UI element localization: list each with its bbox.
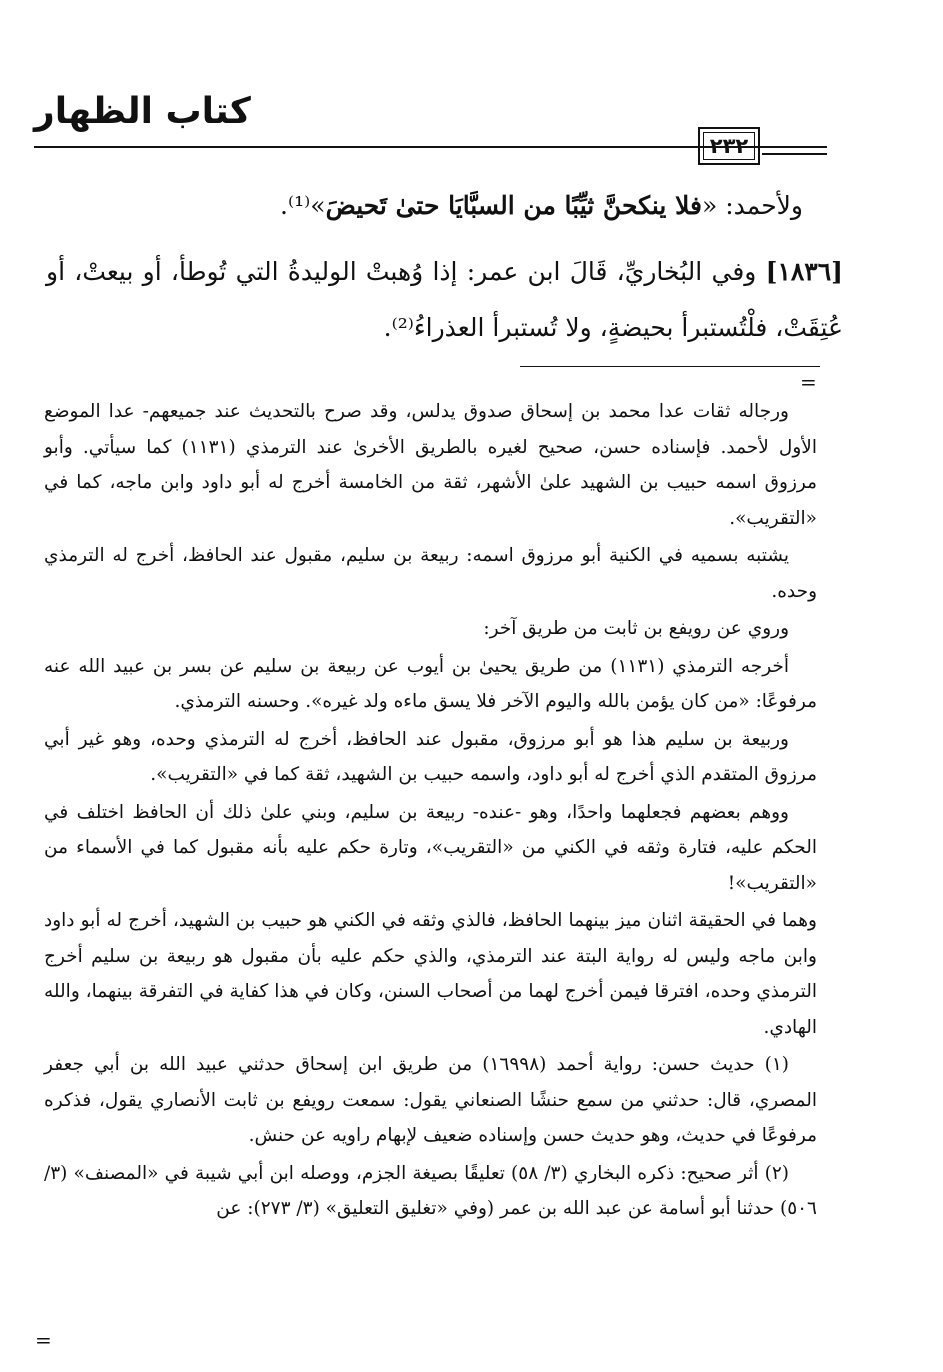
header-rule-right-double [762,153,827,155]
note-paragraph-3: وروي عن رويفع بن ثابت من طريق آخر: [483,618,789,639]
main-text [46,178,843,356]
note-paragraph-6: ووهم بعضهم فجعلهما واحدًا، وهو -عنده- ربيعة بن سليم، وبني علىٰ ذلك أن الحافظ اختلف في الحكم عليه، فتارة وثقه في الكني من «التقريب»، وتارة حكم عليه بأنه مقبول كما في الأسماء من «التقريب»! [44,801,817,894]
p2-text: وفي البُخاريِّ، قَالَ ابن عمر: إذا وُهبتْ الوليدةُ التي تُوطأ، أو بيعتْ، أو عُتِقَتْ، فلْتُستبرأ بحيضةٍ، ولا تُستبرأ العذراءُ⁽²⁾. [46,257,843,342]
footnote-2: (٢) أثر صحيح: ذكره البخاري (٣/ ٥٨) تعليقًا بصيغة الجزم، ووصله ابن أبي شيبة في «المصنف» (٣/ ٥٠٦) حدثنا أبو أسامة عن عبد الله بن عمر (وفي «تغليق التعليق» (٣/ ٢٧٣): عن [44,1162,817,1219]
continuation-mark-bottom: = [35,1328,52,1352]
note-paragraph-1: ورجاله ثقات عدا محمد بن إسحاق صدوق يدلس، وقد صرح بالتحديث عند جميعهم- عدا الموضع الأول لأحمد. فإسناده حسن، صحيح لغيره بالطريق الأخرىٰ عند الترمذي (١١٣١) كما سيأتي. وأبو مرزوق اسمه حبيب بن الشهيد علىٰ الأشهر، ثقة من الخامسة أخرج له أبو داود وابن ماجه، كما في «التقريب». [44,401,817,529]
note-paragraph-4: أخرجه الترمذي (١١٣١) من طريق يحيىٰ بن أيوب عن ربيعة بن سليم عن بسر بن عبيد الله عنه مرفوعًا: «من كان يؤمن بالله واليوم الآخر فلا يسق ماءه ولد غيره». وحسنه الترمذي. [44,655,817,712]
page-number: ٢٣٢ [709,134,749,158]
note-paragraph-5: وربيعة بن سليم هذا هو أبو مرزوق، مقبول عند الحافظ، أخرج له الترمذي وحده، وهو غير أبي مرزوق المتقدم الذي أخرج له أبو داود، واسمه حبيب بن الشهيد، ثقة كما في «التقريب». [44,728,817,785]
main-paragraph-1 [46,178,843,234]
footnote-1: (١) حديث حسن: رواية أحمد (١٦٩٩٨) من طريق ابن إسحاق حدثني عبيد الله بن أبي جعفر المصري، قال: حدثني من سمع حنشًا الصنعاني يقول: سمعت رويفع بن ثابت الأنصاري يقول، فذكره مرفوعًا في حديث، وهو حديث حسن وإسناده ضعيف لإبهام راويه عن حنش. [44,1054,817,1146]
book-title: كتاب الظهار [34,91,251,132]
footnote-rule [520,366,820,367]
hadith-number: [١٨٣٦] [765,257,843,286]
p1-quote: فلا ينكحنَّ ثيِّبًا من السبَّايَا حتىٰ تَحيضَ [325,191,702,220]
main-paragraph-2 [46,244,843,356]
page-number-box [698,127,760,165]
p1-prefix: ولأحمد: « [701,191,803,220]
p1-suffix: »⁽¹⁾. [280,191,326,220]
header-rule-right [762,146,827,148]
note-paragraph-7: وهما في الحقيقة اثنان ميز بينهما الحافظ، فالذي وثقه في الكني هو حبيب بن الشهيد، أخرج له أبو داود وابن ماجه وليس له رواية البتة عند الترمذي، والذي حكم عليه بأن مقبول هو ربيعة بن سليم أخرج الترمذي وحده، افترقا فيمن أخرج لهما من أصحاب السنن، وكان في هذا كفاية في التفرقة بينهما، والله الهادي. [44,910,817,1038]
note-paragraph-2: يشتبه بسميه في الكنية أبو مرزوق اسمه: ربيعة بن سليم، مقبول عند الحافظ، أخرج له الترمذي وحده. [44,545,817,602]
footnotes [44,394,817,1229]
continuation-mark-top: = [800,370,817,394]
